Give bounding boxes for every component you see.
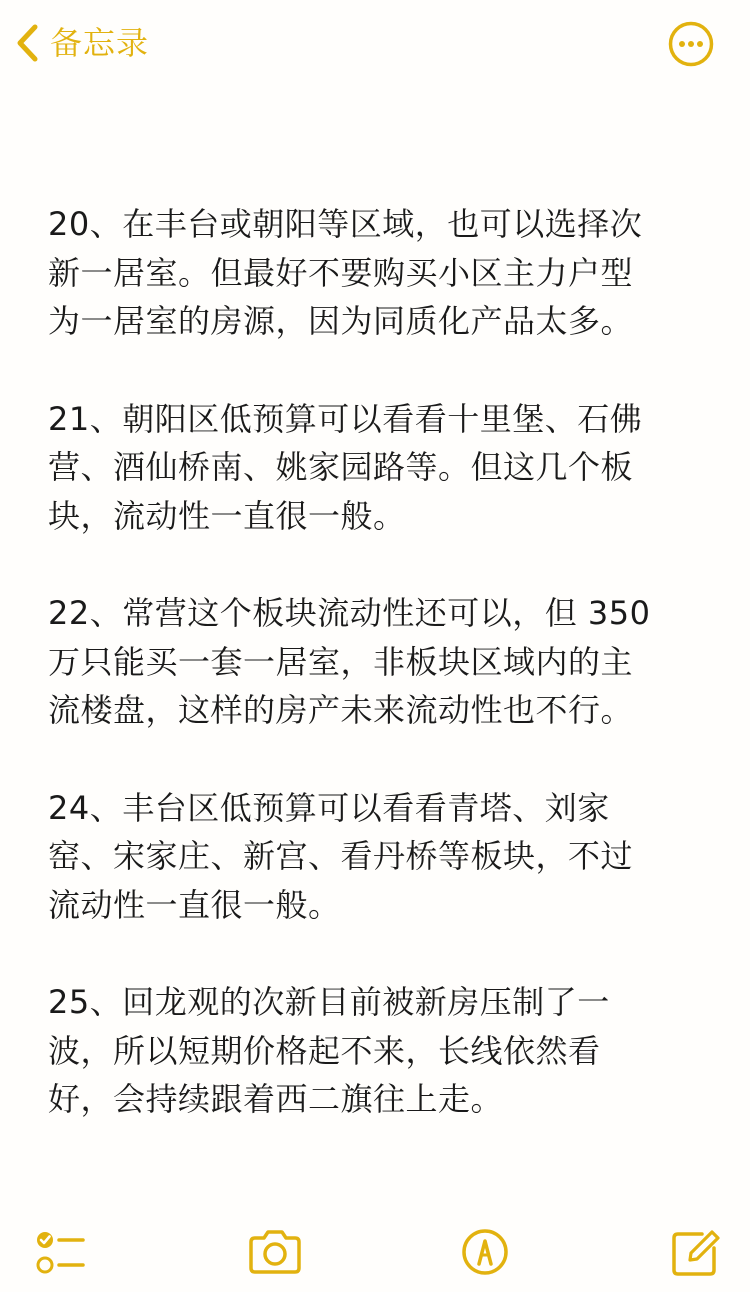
more-options-button[interactable]	[667, 20, 715, 68]
note-line: 流楼盘，这样的房产未来流动性也不行。	[48, 691, 634, 729]
note-paragraph	[48, 395, 708, 541]
note-line: 21、朝阳区低预算可以看看十里堡、石佛	[48, 399, 643, 438]
note-line: 24、丰台区低预算可以看看青塔、刘家	[48, 788, 610, 827]
checklist-button[interactable]	[30, 1224, 86, 1280]
note-line: 为一居室的房源，因为同质化产品太多。	[48, 302, 634, 340]
note-paragraph	[48, 784, 708, 930]
back-label: 备忘录	[50, 24, 150, 62]
camera-icon	[246, 1224, 304, 1280]
note-paragraph	[48, 200, 708, 346]
note-paragraph	[48, 978, 708, 1124]
note-line: 波，所以短期价格起不来，长线依然看	[48, 1031, 601, 1070]
markup-pen-icon	[460, 1224, 516, 1280]
chevron-left-icon	[14, 23, 40, 63]
navigation-bar	[0, 0, 750, 90]
compose-icon	[668, 1224, 724, 1280]
note-content[interactable]	[48, 200, 708, 1173]
note-line: 流动性一直很一般。	[48, 885, 341, 924]
note-line: 25、回龙观的次新目前被新房压制了一	[48, 983, 610, 1021]
note-line: 窑、宋家庄、新宫、看丹桥等板块，不过	[48, 837, 634, 875]
markup-button[interactable]	[460, 1224, 516, 1280]
note-line: 好，会持续跟着西二旗往上走。	[48, 1080, 504, 1118]
bottom-toolbar	[0, 1210, 750, 1290]
note-line: 营、酒仙桥南、姚家园路等。但这几个板	[48, 448, 634, 486]
note-line: 22、常营这个板块流动性还可以，但 350	[48, 594, 651, 632]
ellipsis-circle-icon	[667, 53, 715, 72]
camera-button[interactable]	[246, 1224, 304, 1280]
note-paragraph	[48, 589, 708, 735]
compose-button[interactable]	[668, 1224, 724, 1280]
back-button[interactable]	[14, 20, 149, 66]
note-line: 新一居室。但最好不要购买小区主力户型	[48, 253, 634, 292]
checklist-icon	[30, 1224, 86, 1280]
note-line: 块，流动性一直很一般。	[48, 496, 406, 535]
note-line: 20、在丰台或朝阳等区域，也可以选择次	[48, 205, 643, 243]
note-line: 万只能买一套一居室，非板块区域内的主	[48, 642, 634, 681]
